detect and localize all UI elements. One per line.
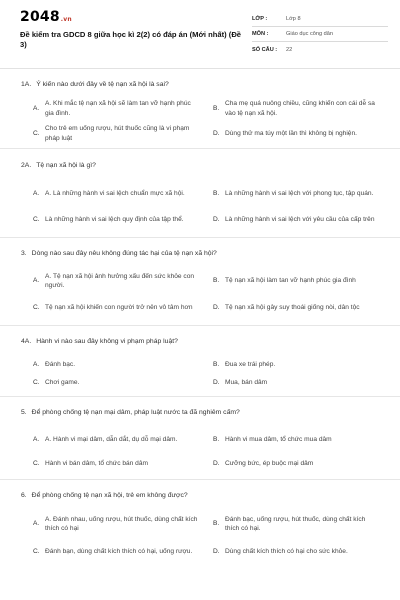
question-text: Để phòng chống tệ nạn xã hội, trẻ em không được? (31, 491, 188, 499)
option-text: A. Là những hành vi sai lệch chuẩn mực xã hội. (45, 189, 185, 197)
answer-option-c[interactable] (33, 453, 199, 475)
question-item (0, 326, 400, 397)
option-text: Chơi game. (45, 379, 80, 387)
answer-option-c[interactable] (33, 294, 199, 322)
question-number: 1A. (21, 80, 32, 88)
option-letter: C. (33, 379, 40, 387)
option-text: Tệ nạn xã hội gây suy thoái giống nòi, dân tộc (225, 304, 360, 312)
option-text: Dùng chất kích thích có hại cho sức khỏe. (225, 548, 348, 556)
question-number: 5. (21, 408, 27, 416)
option-text: Là những hành vi sai lệch với yêu cầu của cấp trên (225, 215, 375, 223)
answer-option-b[interactable] (213, 356, 379, 373)
option-letter: D. (213, 129, 220, 137)
option-letter: A. (33, 104, 40, 112)
option-text: Mua, bán dâm (225, 379, 268, 387)
answer-option-a[interactable] (33, 510, 199, 538)
question-text: Tệ nạn xã hội là gì? (36, 161, 96, 169)
option-letter: A. (33, 520, 40, 528)
option-text: Đánh bạc, uống rượu, hút thuốc, dùng chất kích thích có hại. (225, 515, 366, 532)
option-letter: C. (33, 129, 40, 137)
meta-label: MÔN : (252, 31, 269, 37)
option-letter: A. (33, 189, 40, 197)
answer-option-c[interactable] (33, 206, 199, 233)
option-letter: B. (213, 104, 220, 112)
answer-option-a[interactable] (33, 181, 199, 206)
option-text: Hành vi bán dâm, tổ chức bán dâm (45, 460, 149, 468)
option-letter: D. (213, 304, 220, 312)
answer-option-d[interactable] (213, 373, 379, 393)
option-letter: D. (213, 460, 220, 468)
option-letter: B. (213, 436, 220, 444)
option-letter: B. (213, 189, 220, 197)
meta-label: SỐ CÂU : (252, 46, 278, 53)
option-letter: C. (33, 215, 40, 223)
option-text: A. Hành vi mại dâm, dẫn dắt, dụ dỗ mại dâm. (45, 436, 178, 444)
answer-option-c[interactable] (33, 373, 199, 393)
option-letter: B. (213, 520, 220, 528)
option-text: Là những hành vi sai lệch quy định của tập thể. (45, 215, 184, 223)
meta-label: LỚP : (252, 16, 268, 22)
meta-value: Lớp 8 (286, 16, 301, 22)
question-item (0, 397, 400, 480)
question-stem (21, 238, 390, 268)
answer-option-a[interactable] (33, 427, 199, 453)
option-text: Cưỡng bức, ép buộc mại dâm (225, 460, 314, 468)
option-letter: D. (213, 379, 220, 387)
option-letter: C. (33, 304, 40, 312)
question-stem (21, 480, 390, 510)
answer-option-c[interactable] (33, 121, 199, 146)
option-text: Cho trẻ em uống rượu, hút thuốc cũng là vi phạm pháp luật (45, 125, 190, 142)
option-text: Đua xe trái phép. (225, 360, 276, 368)
question-list (0, 72, 400, 570)
answer-option-d[interactable] (213, 121, 379, 146)
meta-row-count (252, 42, 388, 57)
meta-row-class (252, 12, 388, 27)
option-letter: C. (33, 460, 40, 468)
exam-meta-table (252, 12, 388, 57)
answer-option-a[interactable] (33, 268, 199, 294)
option-text: Hành vi mua dâm, tổ chức mua dâm (225, 436, 332, 444)
answer-option-b[interactable] (213, 268, 379, 294)
answer-option-b[interactable] (213, 510, 379, 538)
question-item (0, 238, 400, 326)
option-letter: A. (33, 436, 40, 444)
answer-option-d[interactable] (213, 206, 379, 233)
option-letter: A. (33, 277, 40, 285)
question-item (0, 480, 400, 570)
option-text: A. Đánh nhau, uống rượu, hút thuốc, dùng chất kích thích có hại (45, 515, 198, 532)
option-letter: B. (213, 360, 220, 368)
logo-main: 2048 (20, 9, 60, 25)
answer-option-a[interactable] (33, 96, 199, 121)
option-text: Cha mẹ quá nuông chiều, cũng khiến con cái dễ sa vào tệ nạn xã hội. (225, 100, 375, 117)
answer-option-b[interactable] (213, 96, 379, 121)
page-title: Đề kiểm tra GDCD 8 giữa học kì 2(2) có đáp án (Mới nhất) (Đề 3) (20, 30, 242, 49)
answer-options (21, 96, 390, 146)
option-text: Tệ nạn xã hội làm tan vỡ hạnh phúc gia đình (225, 277, 356, 285)
question-stem (21, 72, 390, 96)
answer-option-b[interactable] (213, 181, 379, 206)
question-item (0, 149, 400, 238)
question-text: Hành vi nào sau đây không vi phạm pháp luật? (36, 337, 178, 345)
answer-options (21, 268, 390, 322)
logo-suffix: .vn (60, 16, 72, 23)
meta-value: 22 (286, 46, 293, 53)
option-letter: A. (33, 360, 40, 368)
question-stem (21, 397, 390, 427)
option-letter: C. (33, 548, 40, 556)
header (0, 0, 400, 64)
question-stem (21, 326, 390, 356)
answer-option-b[interactable] (213, 427, 379, 453)
question-text: Dòng nào sau đây nêu không đúng tác hại của tệ nạn xã hội? (31, 249, 217, 257)
answer-option-d[interactable] (213, 538, 379, 566)
option-text: A. Khi mắc tệ nạn xã hội sẽ làm tan vỡ hạnh phúc gia đình. (45, 100, 191, 117)
answer-options (21, 510, 390, 566)
option-text: Tệ nạn xã hội khiến con người trở nên vô tâm hơn (45, 304, 193, 312)
question-stem (21, 149, 390, 181)
question-text: Để phòng chống tệ nạn mại dâm, pháp luật nước ta đã nghiêm cấm? (31, 408, 240, 416)
option-text: Đánh bạc. (45, 360, 76, 368)
answer-options (21, 427, 390, 475)
meta-value: Giáo dục công dân (286, 31, 333, 37)
option-text: Là những hành vi sai lệch với phong tục, tập quán. (225, 189, 374, 197)
question-number: 2A. (21, 161, 32, 169)
option-text: Đánh bạn, dùng chất kích thích có hại, uống rượu. (45, 548, 193, 556)
question-number: 3. (21, 249, 27, 257)
option-text: A. Tệ nạn xã hội ảnh hưởng xấu đến sức khỏe con người. (45, 272, 195, 289)
answer-option-d[interactable] (213, 453, 379, 475)
question-number: 6. (21, 491, 27, 499)
question-item (0, 72, 400, 149)
option-letter: D. (213, 548, 220, 556)
answer-option-d[interactable] (213, 294, 379, 322)
question-number: 4A. (21, 337, 32, 345)
option-letter: D. (213, 215, 220, 223)
option-letter: B. (213, 277, 220, 285)
meta-row-subject (252, 27, 388, 42)
answer-options (21, 356, 390, 393)
answer-options (21, 181, 390, 233)
header-divider (0, 68, 400, 69)
question-text: Ý kiến nào dưới đây về tệ nạn xã hội là sai? (36, 80, 169, 88)
answer-option-a[interactable] (33, 356, 199, 373)
option-text: Dùng thử ma túy một lần thì không bị nghiện. (225, 129, 357, 137)
answer-option-c[interactable] (33, 538, 199, 566)
